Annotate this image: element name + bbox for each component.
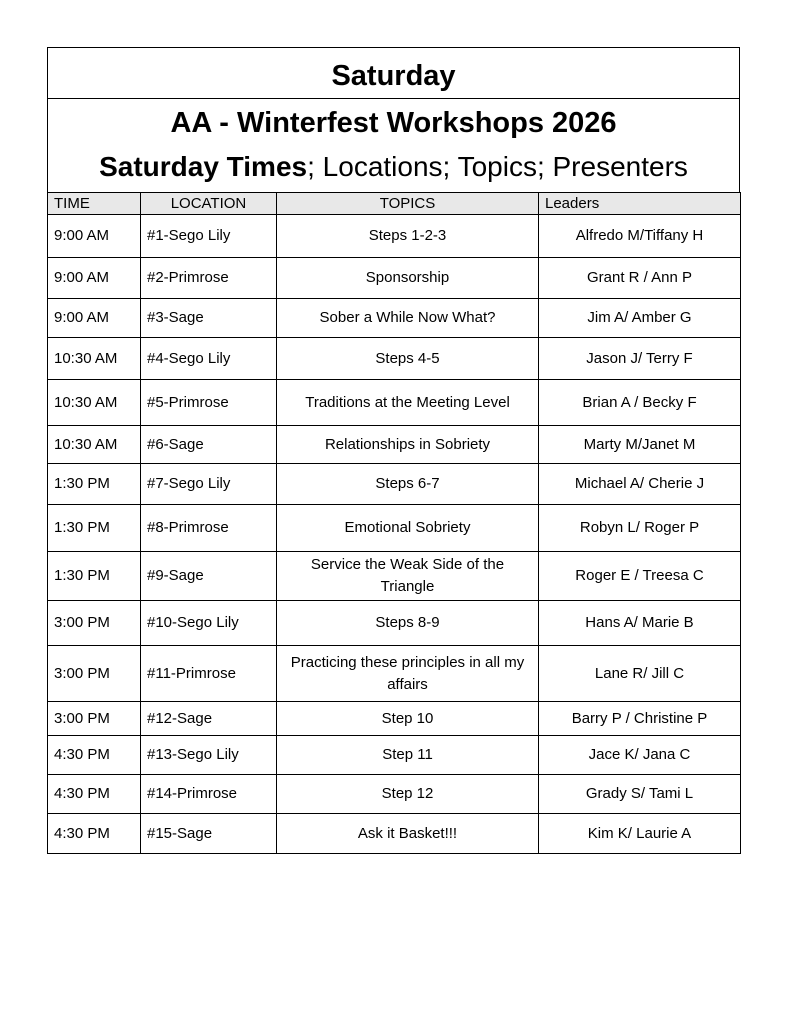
cell-leaders: Jason J/ Terry F <box>539 338 741 380</box>
cell-topic: Step 12 <box>277 775 539 814</box>
cell-location: #6-Sage <box>141 426 277 464</box>
table-row <box>48 380 741 426</box>
day-heading: Saturday <box>48 48 739 99</box>
cell-leaders: Jace K/ Jana C <box>539 736 741 775</box>
cell-location: #7-Sego Lily <box>141 464 277 505</box>
subtitle-bold: Saturday Times <box>99 151 308 182</box>
cell-time: 3:00 PM <box>48 646 141 702</box>
cell-location: #15-Sage <box>141 814 277 854</box>
cell-topic: Relationships in Sobriety <box>277 426 539 464</box>
cell-leaders: Barry P / Christine P <box>539 702 741 736</box>
cell-location: #14-Primrose <box>141 775 277 814</box>
cell-leaders: Jim A/ Amber G <box>539 299 741 338</box>
cell-topic: Sponsorship <box>277 258 539 299</box>
table-row <box>48 646 741 702</box>
cell-time: 9:00 AM <box>48 299 141 338</box>
cell-leaders: Lane R/ Jill C <box>539 646 741 702</box>
cell-leaders: Roger E / Treesa C <box>539 552 741 601</box>
table-row <box>48 338 741 380</box>
cell-time: 4:30 PM <box>48 775 141 814</box>
table-row <box>48 464 741 505</box>
cell-time: 9:00 AM <box>48 215 141 258</box>
cell-time: 10:30 AM <box>48 426 141 464</box>
cell-location: #10-Sego Lily <box>141 601 277 646</box>
cell-topic: Steps 1-2-3 <box>277 215 539 258</box>
cell-time: 9:00 AM <box>48 258 141 299</box>
cell-topic: Step 11 <box>277 736 539 775</box>
cell-leaders: Grady S/ Tami L <box>539 775 741 814</box>
table-row <box>48 215 741 258</box>
cell-time: 1:30 PM <box>48 464 141 505</box>
cell-location: #2-Primrose <box>141 258 277 299</box>
subtitle-rest: ; Locations; Topics; Presenters <box>307 151 688 182</box>
column-header-time: TIME <box>48 193 141 215</box>
cell-leaders: Marty M/Janet M <box>539 426 741 464</box>
cell-topic: Sober a While Now What? <box>277 299 539 338</box>
table-row <box>48 426 741 464</box>
table-row <box>48 601 741 646</box>
cell-time: 10:30 AM <box>48 380 141 426</box>
page-title: AA - Winterfest Workshops 2026 <box>170 107 617 139</box>
table-row <box>48 702 741 736</box>
cell-location: #13-Sego Lily <box>141 736 277 775</box>
cell-time: 1:30 PM <box>48 552 141 601</box>
cell-topic: Steps 6-7 <box>277 464 539 505</box>
cell-location: #11-Primrose <box>141 646 277 702</box>
page-subtitle <box>48 144 739 192</box>
cell-time: 3:00 PM <box>48 702 141 736</box>
cell-location: #12-Sage <box>141 702 277 736</box>
cell-topic: Practicing these principles in all my affairs <box>277 646 539 702</box>
cell-location: #4-Sego Lily <box>141 338 277 380</box>
cell-time: 4:30 PM <box>48 814 141 854</box>
cell-location: #3-Sage <box>141 299 277 338</box>
cell-leaders: Hans A/ Marie B <box>539 601 741 646</box>
schedule-table <box>47 192 741 854</box>
title-block <box>47 47 740 192</box>
table-header-row <box>48 193 741 215</box>
cell-leaders: Grant R / Ann P <box>539 258 741 299</box>
cell-topic: Service the Weak Side of the Triangle <box>277 552 539 601</box>
cell-location: #1-Sego Lily <box>141 215 277 258</box>
cell-topic: Steps 4-5 <box>277 338 539 380</box>
table-row <box>48 299 741 338</box>
cell-topic: Step 10 <box>277 702 539 736</box>
cell-topic: Ask it Basket!!! <box>277 814 539 854</box>
cell-leaders: Robyn L/ Roger P <box>539 505 741 552</box>
cell-leaders: Alfredo M/Tiffany H <box>539 215 741 258</box>
cell-time: 1:30 PM <box>48 505 141 552</box>
cell-leaders: Brian A / Becky F <box>539 380 741 426</box>
table-row <box>48 258 741 299</box>
schedule-document <box>47 47 740 854</box>
cell-location: #8-Primrose <box>141 505 277 552</box>
table-row <box>48 505 741 552</box>
table-row <box>48 814 741 854</box>
cell-time: 4:30 PM <box>48 736 141 775</box>
column-header-location: LOCATION <box>141 193 277 215</box>
table-body <box>48 215 741 854</box>
cell-topic: Steps 8-9 <box>277 601 539 646</box>
table-row <box>48 775 741 814</box>
cell-topic: Traditions at the Meeting Level <box>277 380 539 426</box>
cell-location: #5-Primrose <box>141 380 277 426</box>
table-row <box>48 552 741 601</box>
cell-time: 3:00 PM <box>48 601 141 646</box>
cell-leaders: Michael A/ Cherie J <box>539 464 741 505</box>
column-header-leaders: Leaders <box>539 193 741 215</box>
column-header-topics: TOPICS <box>277 193 539 215</box>
cell-location: #9-Sage <box>141 552 277 601</box>
cell-leaders: Kim K/ Laurie A <box>539 814 741 854</box>
table-row <box>48 736 741 775</box>
cell-time: 10:30 AM <box>48 338 141 380</box>
cell-topic: Emotional Sobriety <box>277 505 539 552</box>
